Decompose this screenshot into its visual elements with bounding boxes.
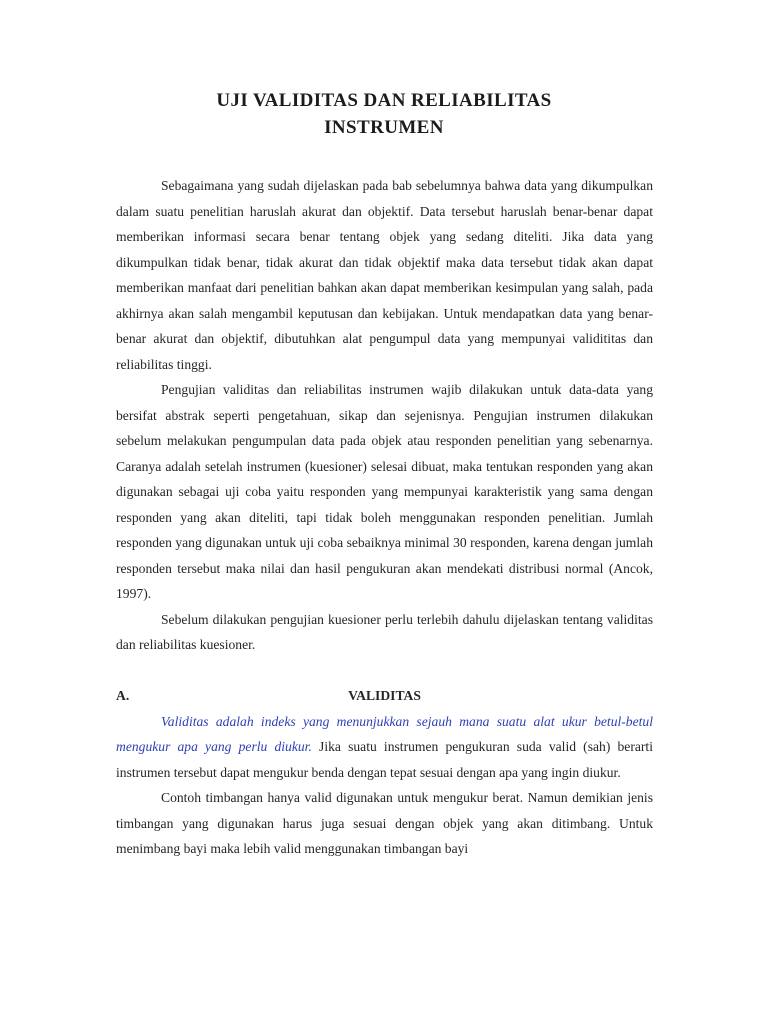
section-title: VALIDITAS bbox=[348, 688, 421, 703]
title-line-2: INSTRUMEN bbox=[324, 117, 444, 138]
paragraph-before-testing: Sebelum dilakukan pengujian kuesioner perlu terlebih dahulu dijelaskan tentang validitas dan reliabilitas kuesioner. bbox=[116, 611, 653, 652]
document-body bbox=[116, 173, 653, 862]
paragraph-example: Contoh timbangan hanya valid digunakan untuk mengukur berat. Namun demikian jenis timbangan yang digunakan harus juga sesuai dengan objek yang akan ditimbang. Untuk menimbang bayi maka lebih valid menggunakan timbangan bayi bbox=[116, 790, 653, 856]
validity-definition: Validitas adalah indeks yang menunjukkan sejauh mana suatu alat ukur betul-betul mengukur apa yang perlu diukur. bbox=[116, 713, 653, 754]
paragraph-intro: Sebagaimana yang sudah dijelaskan pada bab sebelumnya bahwa data yang dikumpulkan dalam suatu penelitian haruslah akurat dan objektif. Data tersebut haruslah benar-benar dapat memberikan informasi secara benar tentang objek yang sedang diteliti. Jika data yang dikumpulkan tidak benar, tidak akurat dan tidak objektif maka data tersebut tidak akan dapat memberikan manfaat dari penelitian bahkan akan dapat memberikan kesimpulan yang salah, pada akhirnya akan salah mengambil keputusan dan kebijakan. Untuk mendapatkan data yang benar-benar akurat dan objektif, dibutuhkan alat pengumpul data yang mempunyai validititas dan reliabilitas tinggi. bbox=[116, 178, 653, 372]
title-line-1: UJI VALIDITAS DAN RELIABILITAS bbox=[216, 90, 552, 111]
definition-continuation: Jika suatu instrumen pengukuran suda valid (sah) berarti instrumen tersebut dapat mengukur benda dengan tepat sesuai dengan apa yang ingin diukur. bbox=[116, 739, 653, 780]
paragraph-definition bbox=[116, 709, 653, 786]
paragraph-testing: Pengujian validitas dan reliabilitas instrumen wajib dilakukan untuk data-data yang bersifat abstrak seperti pengetahuan, sikap dan sejenisnya. Pengujian instrumen dilakukan sebelum melakukan pengumpulan data pada objek atau responden penelitian yang sebenarnya. Caranya adalah setelah instrumen (kuesioner) selesai dibuat, maka tentukan responden yang akan digunakan sebagai uji coba yaitu responden yang mempunyai karakteristik yang sama dengan responden yang akan diteliti, tapi tidak boleh menggunakan responden penelitian. Jumlah responden yang digunakan untuk uji coba sebaiknya minimal 30 responden, karena dengan jumlah responden tersebut maka nilai dan hasil pengukuran akan mendekati distribusi normal (Ancok, 1997). bbox=[116, 382, 653, 601]
section-heading-validitas bbox=[116, 683, 653, 709]
page-title bbox=[116, 87, 652, 141]
section-letter: A. bbox=[116, 688, 130, 703]
